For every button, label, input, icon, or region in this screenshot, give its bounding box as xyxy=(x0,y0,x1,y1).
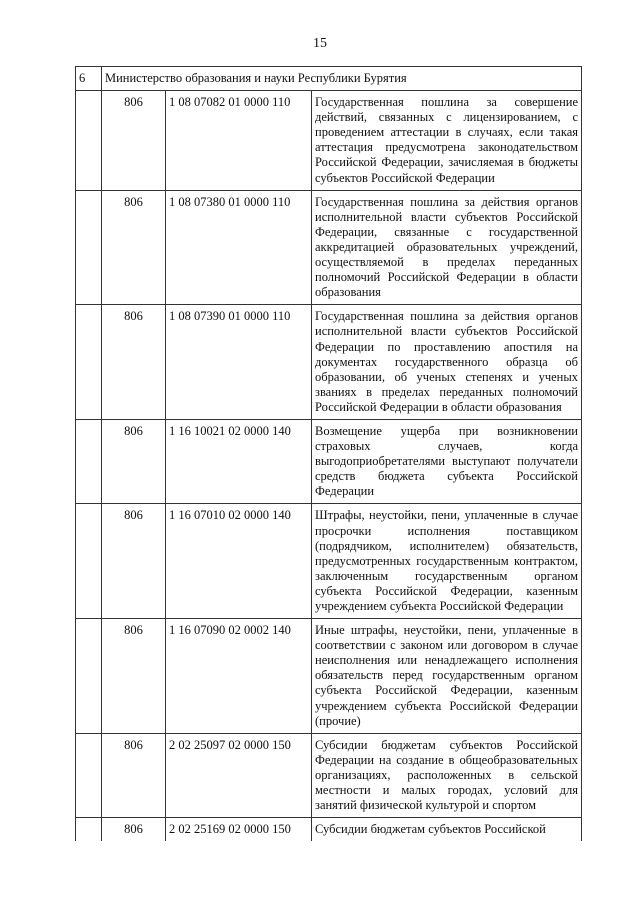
revenue-description: Государственная пошлина за действия органов исполнительной власти субъектов Российской Федерации по проставлению апостиля на документах государственного образца об образовании, об ученых степенях и ученых званиях в пределах переданных полномочий Российской Федерации в области образования xyxy=(312,305,582,420)
admin-code: 806 xyxy=(102,305,166,420)
section-title: Министерство образования и науки Республики Бурятия xyxy=(102,67,582,91)
revenue-description: Субсидии бюджетам субъектов Российской xyxy=(312,818,582,842)
admin-code: 806 xyxy=(102,419,166,503)
empty-cell xyxy=(76,818,102,842)
budget-classification-code: 1 08 07082 01 0000 110 xyxy=(166,91,312,191)
empty-cell xyxy=(76,619,102,734)
budget-classification-code: 1 16 07010 02 0000 140 xyxy=(166,504,312,619)
budget-classification-code: 1 08 07380 01 0000 110 xyxy=(166,190,312,305)
revenue-description: Субсидии бюджетам субъектов Российской Федерации на создание в общеобразовательных организациях, расположенных в сельской местности и малых городах, условий для занятий физической культурой и спортом xyxy=(312,733,582,817)
revenue-description: Иные штрафы, неустойки, пени, уплаченные в соответствии с законом или договором в случае неисполнения или ненадлежащего исполнения обязательств перед государственным органом субъекта Российской Федерации, казенным учреждением субъекта Российской Федерации (прочие) xyxy=(312,619,582,734)
revenue-description: Государственная пошлина за совершение действий, связанных с лицензированием, с проведением аттестации в случаях, если такая аттестация предусмотрена законодательством Российской Федерации, зачисляемая в бюджеты субъектов Российской Федерации xyxy=(312,91,582,191)
empty-cell xyxy=(76,419,102,503)
budget-classification-code: 1 16 10021 02 0000 140 xyxy=(166,419,312,503)
empty-cell xyxy=(76,190,102,305)
admin-code: 806 xyxy=(102,733,166,817)
empty-cell xyxy=(76,91,102,191)
empty-cell xyxy=(76,733,102,817)
admin-code: 806 xyxy=(102,504,166,619)
table-row xyxy=(76,733,582,817)
budget-classification-code: 2 02 25097 02 0000 150 xyxy=(166,733,312,817)
table-row xyxy=(76,504,582,619)
budget-classification-code: 2 02 25169 02 0000 150 xyxy=(166,818,312,842)
admin-code: 806 xyxy=(102,619,166,734)
empty-cell xyxy=(76,305,102,420)
empty-cell xyxy=(76,504,102,619)
revenue-description: Возмещение ущерба при возникновении страховых случаев, когда выгодоприобретателями выступают получатели средств бюджета субъекта Российской Федерации xyxy=(312,419,582,503)
table-row xyxy=(76,305,582,420)
budget-classification-code: 1 08 07390 01 0000 110 xyxy=(166,305,312,420)
table-row xyxy=(76,190,582,305)
budget-classification-code: 1 16 07090 02 0002 140 xyxy=(166,619,312,734)
revenue-description: Штрафы, неустойки, пени, уплаченные в случае просрочки исполнения поставщиком (подрядчиком, исполнителем) обязательств, предусмотренных государственным контрактом, заключенным государственным органом субъекта Российской Федерации, казенным учреждением субъекта Российской Федерации xyxy=(312,504,582,619)
section-header-row xyxy=(76,67,582,91)
budget-revenue-table xyxy=(75,66,582,841)
table-row xyxy=(76,818,582,842)
admin-code: 806 xyxy=(102,818,166,842)
admin-code: 806 xyxy=(102,91,166,191)
table-row xyxy=(76,419,582,503)
revenue-description: Государственная пошлина за действия органов исполнительной власти субъектов Российской Федерации, связанные с государственной аккредитацией образовательных учреждений, осуществляемой в пределах переданных полномочий Российской Федерации в области образования xyxy=(312,190,582,305)
table-row xyxy=(76,91,582,191)
page-number: 15 xyxy=(313,36,327,51)
admin-code: 806 xyxy=(102,190,166,305)
table-row xyxy=(76,619,582,734)
section-index: 6 xyxy=(76,67,102,91)
